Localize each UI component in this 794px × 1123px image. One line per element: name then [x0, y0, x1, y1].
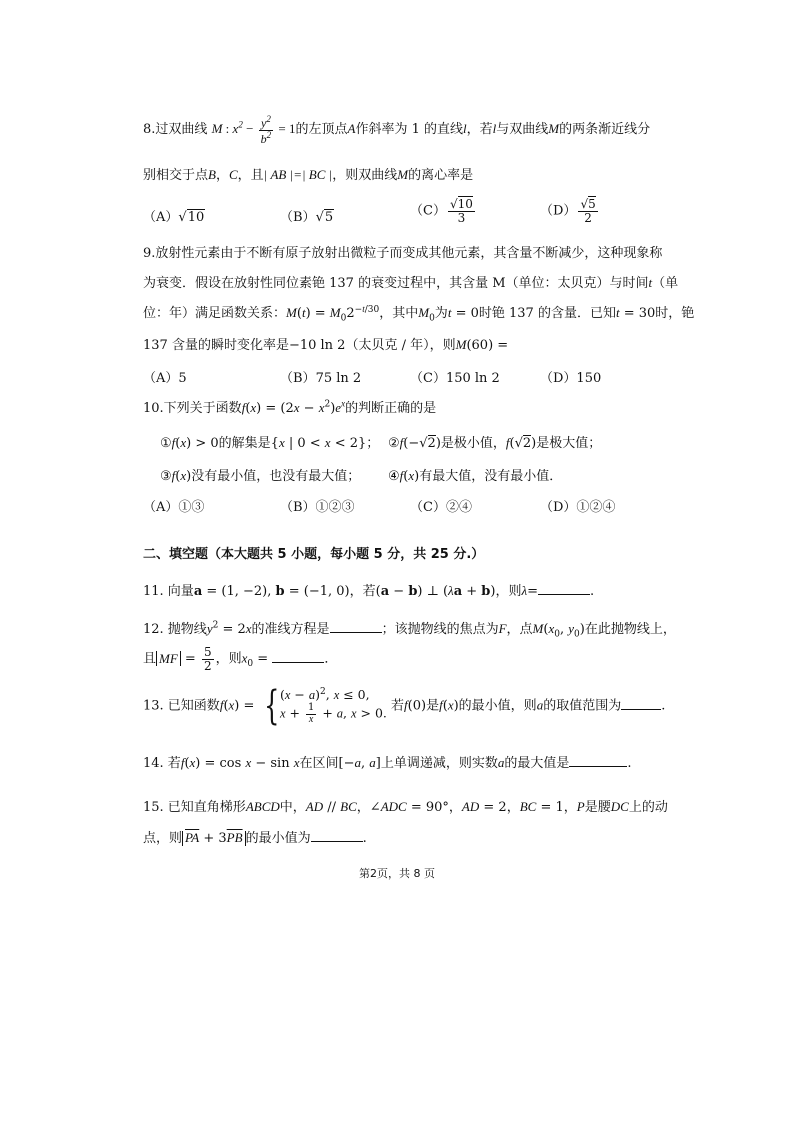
q8-option-c: （C） $\frac{√10}{3}$	[410, 197, 473, 225]
q14-answer-blank[interactable]	[569, 754, 627, 767]
q15-answer-blank[interactable]	[311, 829, 363, 842]
q12-answer-blank-1[interactable]	[330, 620, 382, 633]
q13-line: 13. 已知函数f(x) = { $(x - a)^2$, x ≤ 0, x + $\frac{1}{x}$ + a, x > 0. 若f(0)是f(x)的最小值，则a的取值范围为 .	[143, 683, 666, 729]
q9-line4: 137 含量的瞬时变化率是−10 ln 2（太贝克 / 年），则M(60) =	[143, 337, 509, 353]
q11-line: 11. 向量a = (1, −2), b = (−1, 0)，若(a − b) ⊥ (λa + b)，则λ= .	[143, 583, 595, 599]
section-title-fill-in: 二、填空题（本大题共 5 小题，每小题 5 分，共 25 分.）	[143, 547, 485, 562]
q8-option-d: （D） $\frac{√5}{2}$	[540, 197, 596, 225]
q8-line2: 别相交于点B，C，且| AB |=| BC |，则双曲线M的离心率是	[143, 167, 474, 183]
q9-option-b: （B）75 ln 2	[280, 371, 362, 386]
q10-option-c: （C）②④	[410, 500, 472, 515]
q8-option-a: （A）√10	[143, 210, 205, 225]
q8-line1: 8.过双曲线 M : $x^2$ − $\frac{y^2}{b^2}$ = 1的左顶点A作斜率为 1 的直线l，若l与双曲线M的两条渐近线分	[143, 114, 651, 146]
q14-line: 14. 若f(x) = cos x − sin x在区间[−a, a]上单调递减，则实数a的最大值是 .	[143, 755, 632, 771]
q12-answer-blank-2[interactable]	[272, 650, 324, 663]
q9-option-c: （C）150 ln 2	[410, 371, 500, 386]
q10-option-d: （D）①②④	[540, 500, 616, 515]
q15-line2: 点，则 $\overline{PA} + 3\overline{PB}$ 的最小值为 .	[143, 830, 367, 846]
q9-option-d: （D）150	[540, 371, 602, 386]
page-footer: 第2页，共 8 页	[359, 867, 435, 880]
q9-line3: 位：年）满足函数关系：$M(t) = M_02^{-t/30}$，其中$M_0$为t = 0时铯 137 的含量．已知t = 30时，铯	[143, 303, 695, 324]
q8-number: 8.	[143, 122, 156, 138]
q9-line1: 9.放射性元素由于不断有原子放射出微粒子而变成其他元素，其含量不断减少，这种现象称	[143, 246, 663, 261]
q10-statement-2: ②f(−√2)是极小值，f(√2)是极大值；	[388, 435, 602, 451]
q8-option-b: （B）√5	[280, 210, 334, 225]
q12-line1: 12. 抛物线$y^2 = 2x$的准线方程是 ；该抛物线的焦点为F，点$M(x_0$, $y_0$)在此抛物线上，	[143, 620, 676, 640]
q10-option-a: （A）①③	[143, 500, 205, 515]
q11-answer-blank[interactable]	[538, 582, 590, 595]
q8-hyperbola-eq: M : $x^2$ − $\frac{y^2}{b^2}$ = 1	[211, 114, 296, 146]
q13-answer-blank[interactable]	[621, 697, 661, 710]
q10-statement-1: ①f(x) > 0的解集是{x | 0 < x < 2}；	[160, 435, 380, 451]
q12-line2: 且 MF = $\frac{5}{2}$ ，则$x_0$ = ．	[143, 645, 338, 673]
q10-line1: 10.下列关于函数$f(x) = (2x - x^2)e^x$的判断正确的是	[143, 398, 437, 416]
q10-statement-3: ③f(x)没有最小值，也没有最大值；	[160, 468, 361, 484]
q10-option-b: （B）①②③	[280, 500, 355, 515]
q9-option-a: （A）5	[143, 371, 187, 386]
q10-statement-4: ④f(x)有最大值，没有最小值．	[388, 468, 563, 484]
q15-line1: 15. 已知直角梯形ABCD中，AD // BC，∠ADC = 90°，AD = 2，BC = 1，P是腰DC上的动	[143, 799, 668, 815]
q9-line2: 为衰变．假设在放射性同位素铯 137 的衰变过程中，其含量 M（单位：太贝克）与时间t（单	[143, 275, 679, 291]
